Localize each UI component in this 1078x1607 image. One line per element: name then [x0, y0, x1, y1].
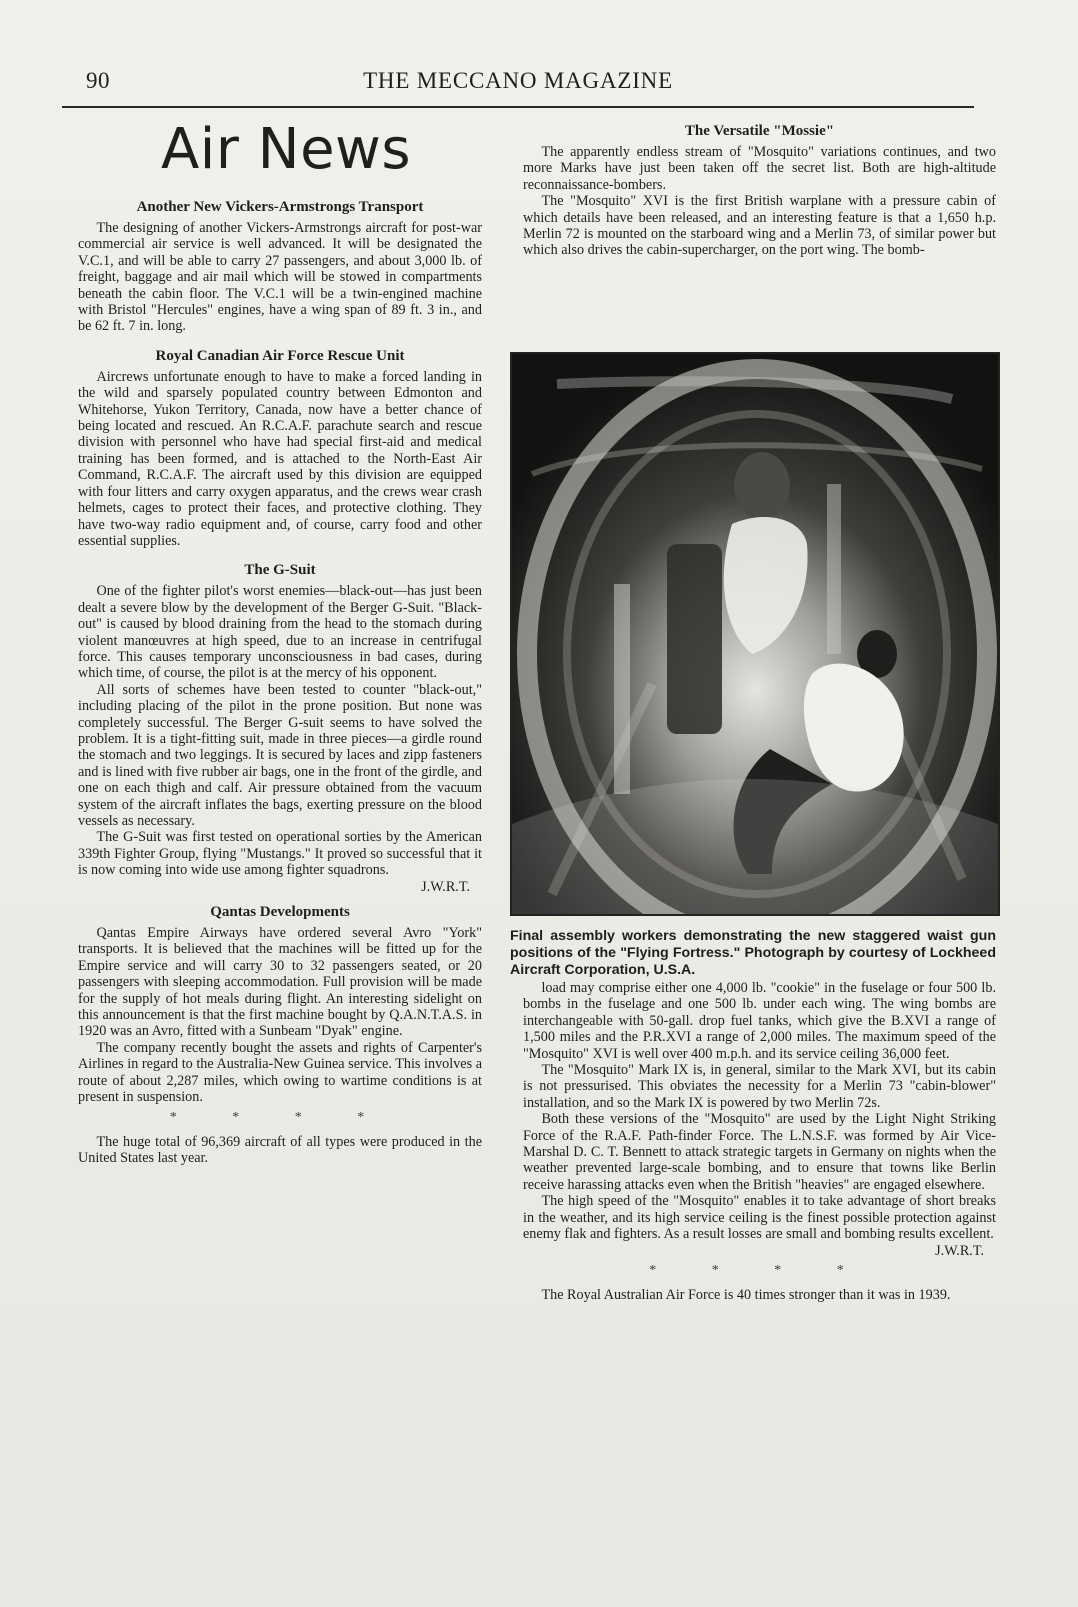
closing-paragraph: The Royal Australian Air Force is 40 times stronger than it was in 1939.	[541, 1286, 951, 1303]
right-column-continuation	[523, 980, 996, 1303]
ammunition-belt	[827, 484, 841, 654]
right-column	[523, 122, 996, 259]
left-column	[78, 117, 482, 1166]
body-paragraph: Both these versions of the "Mosquito" are used by the Light Night Striking Force of the R.A.F. Path-finder Force. The L.N.S.F. was formed by Air Vice-Marshal D. C. T. Bennett to attack strategic targets in Germany on nights when the weather prevented large-scale bombing, and to ensure that towns like Berlin receive harassing attacks even when the British "heavies" are engaged elsewhere.	[523, 1111, 996, 1193]
body-paragraph: The company recently bought the assets and rights of Carpenter's Airlines in regard to the Australia-New Guinea service. This involves a route of about 2,287 miles, which owing to wartime conditions is at present in suspension.	[78, 1039, 482, 1106]
body-paragraph: One of the fighter pilot's worst enemies—black-out—has just been dealt a severe blow by the development of the Berger G-Suit. "Black-out" is caused by blood draining from the head to the stomach during violent manœuvres at high speed, due to an increase in centrifugal force. This causes temporary unconsciousness in bad cases, during which time, of course, the pilot is at the mercy of his opponent.	[78, 583, 482, 682]
ammunition-belt	[614, 584, 630, 794]
upper-worker-head	[734, 452, 790, 520]
body-paragraph: The "Mosquito" XVI is the first British warplane with a pressure cabin of which details have been released, and an interesting feature is that a 1,650 h.p. Merlin 72 is mounted on the starboard wing and a Merlin 73, of similar power but which also drives the cabin-supercharger, on the port wing. The bomb-	[523, 193, 996, 259]
body-paragraph: The designing of another Vickers-Armstrongs aircraft for post-war commercial air service is well advanced. It will be designated the V.C.1, and will be able to carry 27 passengers, and about 3,000 lb. of freight, baggage and air mail which will be stowed in compartments beneath the cabin floor. The V.C.1 will be a twin-engined machine with Bristol "Hercules" engines, have a wing span of 89 ft. 3 in., and be 62 ft. 7 in. long.	[78, 220, 482, 335]
body-paragraph: The G-Suit was first tested on operational sorties by the American 339th Fighter Group, flying "Mustangs." It proved so successful that it is now coming into wide use among fighter squadrons.	[78, 829, 482, 879]
page-number: 90	[86, 68, 110, 93]
section-heading: The Versatile "Mossie"	[684, 123, 835, 139]
section-divider-stars: * * * *	[169, 1109, 391, 1125]
author-signature: J.W.R.T.	[421, 878, 470, 895]
section-heading: Qantas Developments	[210, 904, 350, 921]
closing-paragraph: The huge total of 96,369 aircraft of all types were produced in the United States last year.	[78, 1133, 482, 1166]
photo-caption: Final assembly workers demonstrating the new staggered waist gun positions of the "Flying Fortress." Photograph by courtesy of Lockheed Aircraft Corporation, U.S.A.	[510, 928, 996, 978]
body-paragraph: All sorts of schemes have been tested to counter "black-out," including placing of the pilot in the prone position. But none was completely successful. The Berger G-suit seems to have solved the problem. It is a tight-fitting suit, made in three pieces—a girdle round the stomach and two leggings. It is secured by laces and zipp fasteners and is lined with five rubber air bags, one in the front of the girdle, and one on each thigh and calf. Air pressure obtained from the vacuum system of the aircraft inflates the bags, exerting pressure on the blood vessels as necessary.	[78, 681, 482, 829]
page-header	[62, 62, 974, 108]
body-paragraph: Aircrews unfortunate enough to have to make a forced landing in the wild and sparsely populated country between Edmonton and Whitehorse, Yukon Territory, Canada, now have a better chance of being located and rescued. An R.C.A.F. parachute search and rescue division with personnel who have had special first-aid and medical training has been formed, and is attached to the North-East Air Command, R.C.A.F. The aircraft used by this division are equipped with four litters and carry oxygen apparatus, and the crews wear crash helmets, cages to protect their faces, and protective clothing. They have two-way radio equipment and, of course, carry food and other essential supplies.	[78, 368, 482, 549]
article-title: Air News	[160, 117, 411, 182]
section-divider-stars: * * * *	[649, 1262, 870, 1278]
body-paragraph: Qantas Empire Airways have ordered several Avro "York" transports. It is believed that the machines will be fitted up for the Empire service and will carry 30 to 32 passengers seated, or 20 passengers with sleeping accommodation. Full provision will be made for the supply of hot meals during flight. An interesting sidelight on this announcement is that the first machine bought by Q.A.N.T.A.S. in 1920 was an Avro, fitted with a Sunbeam "Dyak" engine.	[78, 925, 482, 1040]
photo-illustration	[512, 354, 998, 914]
gun-mount	[667, 544, 722, 734]
section-heading: The G-Suit	[244, 562, 316, 579]
magazine-title: THE MECCANO MAGAZINE	[363, 68, 673, 93]
body-paragraph: The apparently endless stream of "Mosquito" variations continues, and two more Marks have just been taken off the secret list. Both are high-altitude reconnaissance-bombers.	[523, 144, 996, 193]
body-paragraph: The "Mosquito" Mark IX is, in general, similar to the Mark XVI, but its cabin is not pressurised. This obviates the necessity for a Merlin 73 "cabin-blower" installation, and so the Mark IX is powered by two Merlin 72s.	[523, 1062, 996, 1111]
body-paragraph: The high speed of the "Mosquito" enables it to take advantage of short breaks in the weather, and its high service ceiling is the finest possible protection against enemy flak and fighters. As a result losses are small and bombing results excellent.	[523, 1193, 996, 1243]
assembly-photo	[510, 352, 1000, 916]
body-paragraph: load may comprise either one 4,000 lb. "cookie" in the fuselage or four 500 lb. bombs in the fuselage and one 500 lb. under each wing. The wing bombs are interchangeable with 50-gall. drop fuel tanks, which give the B.XVI a range of 1,500 miles and the P.R.XVI a range of 2,000 miles. The maximum speed of the "Mosquito" XVI is well over 400 m.p.h. and its service ceiling 36,000 feet.	[523, 980, 996, 1062]
section-heading: Royal Canadian Air Force Rescue Unit	[155, 347, 405, 364]
section-heading: Another New Vickers-Armstrongs Transport	[136, 199, 424, 215]
author-signature: J.W.R.T.	[935, 1242, 984, 1259]
